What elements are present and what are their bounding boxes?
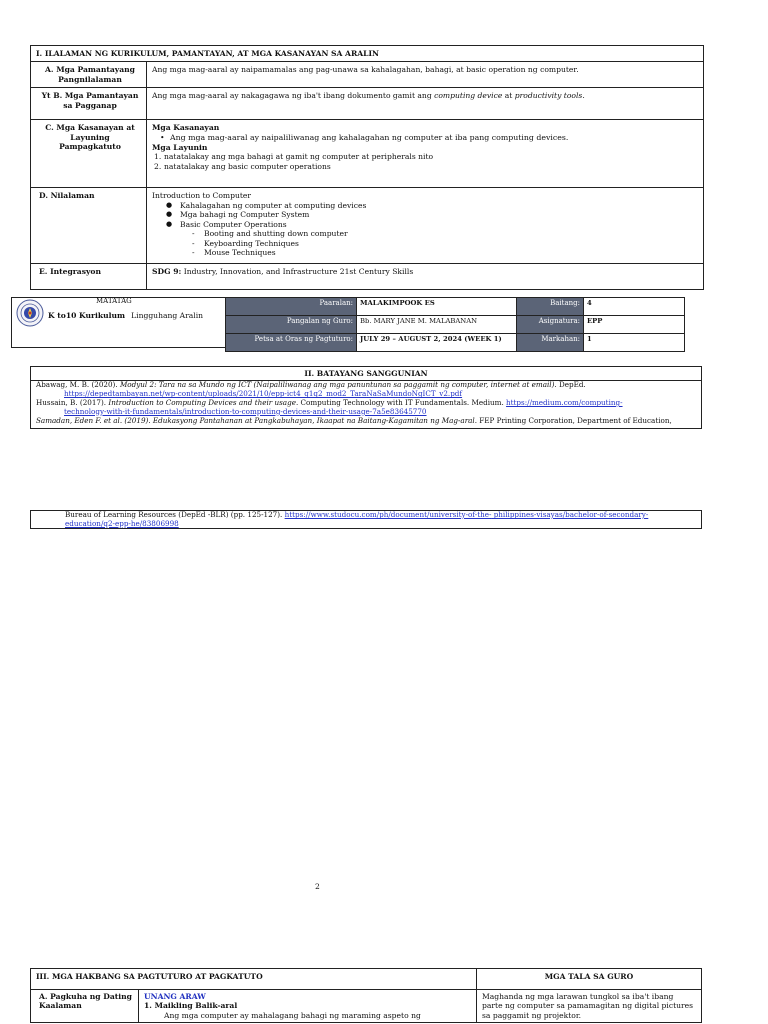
reference-2-link-cont[interactable]: technology-with-it-fundamentals/introduction-to-computing-devices-and-their-usage-7a5e83645770 [64, 406, 427, 416]
section1-header: I. ILALAMAN NG KURIKULUM, PAMANTAYAN, AT MGA KASANAYAN SA ARALIN [31, 46, 704, 62]
row-d-label: D. Nilalaman [31, 188, 147, 264]
notes-header: MGA TALA SA GURO [477, 969, 702, 990]
row-c-value [147, 120, 704, 188]
guro-label: Pangalan ng Guro: [226, 316, 357, 334]
list-item: 1. natatalakay ang mga bahagi at gamit ng computer at peripherals nito [154, 152, 434, 162]
curriculum-table [30, 45, 704, 290]
reference-1-link[interactable]: https://depedtambayan.net/wp-content/uploads/2021/10/epp-ict4_q1q2_mod2_TaraNaSaMundoNgICT_v2.pdf [64, 389, 463, 399]
baitang-value: 4 [584, 298, 685, 316]
deped-seal-icon [16, 299, 44, 327]
nilalaman-intro: Introduction to Computer [152, 191, 252, 201]
list-item: - Mouse Techniques [152, 248, 698, 257]
list-item: ● Kahalagahan ng computer at computing devices [152, 201, 698, 210]
reference-2: Hussain, B. (2017). Introduction to Computing Devices and their usage. Computing Technology with IT Fundamentals. Medium. https://medium.com/computing- technology-with-it-fundamentals/introduction-to-computing-devices-and-their-usage-7a5e83645770 [36, 398, 623, 416]
list-item: ● Mga bahagi ng Computer System [152, 210, 698, 219]
section2-title: II. BATAYANG SANGGUNIAN [31, 367, 701, 381]
references-box [30, 366, 702, 429]
reference-1: Abawag, M. B. (2020). Modyul 2: Tara na sa Mundo ng ICT (Naipaliliwanag ang mga panuntunan sa paggamit ng computer, internet at email). DepEd. https://depedtambayan.net/wp-content/uploads/2021/10/epp-ict4_q1q2_mod2_TaraNaSaMundoNgICT_v2.pdf [36, 380, 586, 399]
matatag-label: MATATAG [96, 297, 132, 305]
row-c-label: C. Mga Kasanayan at Layuning Pampagkatuto [31, 120, 147, 188]
day-label: UNANG ARAW [144, 992, 206, 1001]
layunin-list [152, 152, 698, 171]
list-item: - Booting and shutting down computer [152, 229, 698, 238]
step-text: Ang mga computer ay mahalagang bahagi ng maraming aspeto ng [164, 1010, 421, 1020]
row-b-value: Ang mga mag-aaral ay nakagagawa ng iba't ibang dokumento gamit ang computing device at productivity tools. [147, 88, 704, 120]
list-item: • Ang mga mag-aaral ay naipaliliwanag ang kahalagahan ng computer at iba pang computing devices. [152, 133, 698, 143]
kasanayan-list [152, 133, 698, 143]
teaching-steps-table [30, 968, 702, 1023]
step-label: 1. Maikling Balik-aral [144, 1001, 238, 1011]
asignatura-label: Asignatura: [517, 316, 584, 334]
lesson-info-table [225, 297, 685, 352]
reference-2-link[interactable]: https://medium.com/computing- [506, 398, 623, 408]
reference-3-link-end[interactable]: education/q2-epp-he/83806998 [65, 518, 179, 528]
row-a-value: Ang mga mag-aaral ay naipamamalas ang pag-unawa sa kahalagahan, bahagi, at basic operation ng computer. [147, 62, 704, 88]
paaralan-label: Paaralan: [226, 298, 357, 316]
page-number: 2 [315, 882, 320, 891]
guro-value: Bb. MARY JANE M. MALABANAN [357, 316, 517, 334]
teacher-note: Maghanda ng mga larawan tungkol sa iba't ibang parte ng computer sa pamamagitan ng digital pictures sa paggamit ng projektor. [477, 990, 702, 1023]
row-a-label: A. Mga Pamantayang Pangnilalaman [31, 62, 147, 88]
reference-3-continuation: Bureau of Learning Resources (DepEd -BLR) (pp. 125-127). https://www.studocu.com/ph/document/university-of-the- philippines-visayas/bachelor-of-secondary- education/q2-epp-he/83806998 [30, 510, 702, 529]
baitang-label: Baitang: [517, 298, 584, 316]
nilalaman-list [152, 201, 698, 229]
row-a3-content [139, 990, 477, 1023]
row-d-value [147, 188, 704, 264]
row-e-value: SDG 9: Industry, Innovation, and Infrastructure 21st Century Skills [147, 264, 704, 290]
layunin-title: Mga Layunin [152, 142, 208, 152]
kurikulum-label: K to10 Kurikulum Lingguhang Aralin [48, 311, 204, 320]
reference-3-link[interactable]: https://www.studocu.com/ph/document/university-of-the- [284, 510, 492, 519]
asignatura-value: EPP [584, 316, 685, 334]
list-item: ● Basic Computer Operations [152, 220, 698, 229]
list-item: 2. natatalakay ang basic computer operations [154, 161, 331, 171]
paaralan-value: MALAKIMPOOK ES [357, 298, 517, 316]
row-a3-label: A. Pagkuha ng Dating Kaalaman [31, 990, 139, 1023]
petsa-value: JULY 29 – AUGUST 2, 2024 (WEEK 1) [357, 334, 517, 352]
kasanayan-title: Mga Kasanayan [152, 123, 220, 133]
markahan-label: Markahan: [517, 334, 584, 352]
nilalaman-sublist [152, 229, 698, 257]
list-item: - Keyboarding Techniques [152, 239, 698, 248]
markahan-value: 1 [584, 334, 685, 352]
petsa-label: Petsa at Oras ng Pagtuturo: [226, 334, 357, 352]
reference-3: Samadan, Eden F. et al. (2019). Edukasyong Pantahanan at Pangkabuhayan, Ikaapat na Baitang-Kagamitan ng Mag-aral. FEP Printing Corporation, Department of Education, [36, 415, 672, 425]
row-e-label: E. Integrasyon [31, 264, 147, 290]
reference-3-link-cont[interactable]: philippines-visayas/bachelor-of-secondary- [491, 510, 649, 519]
row-b-label: Yt B. Mga Pamantayan sa Pagganap [31, 88, 147, 120]
section3-header: III. MGA HAKBANG SA PAGTUTURO AT PAGKATUTO [31, 969, 477, 990]
